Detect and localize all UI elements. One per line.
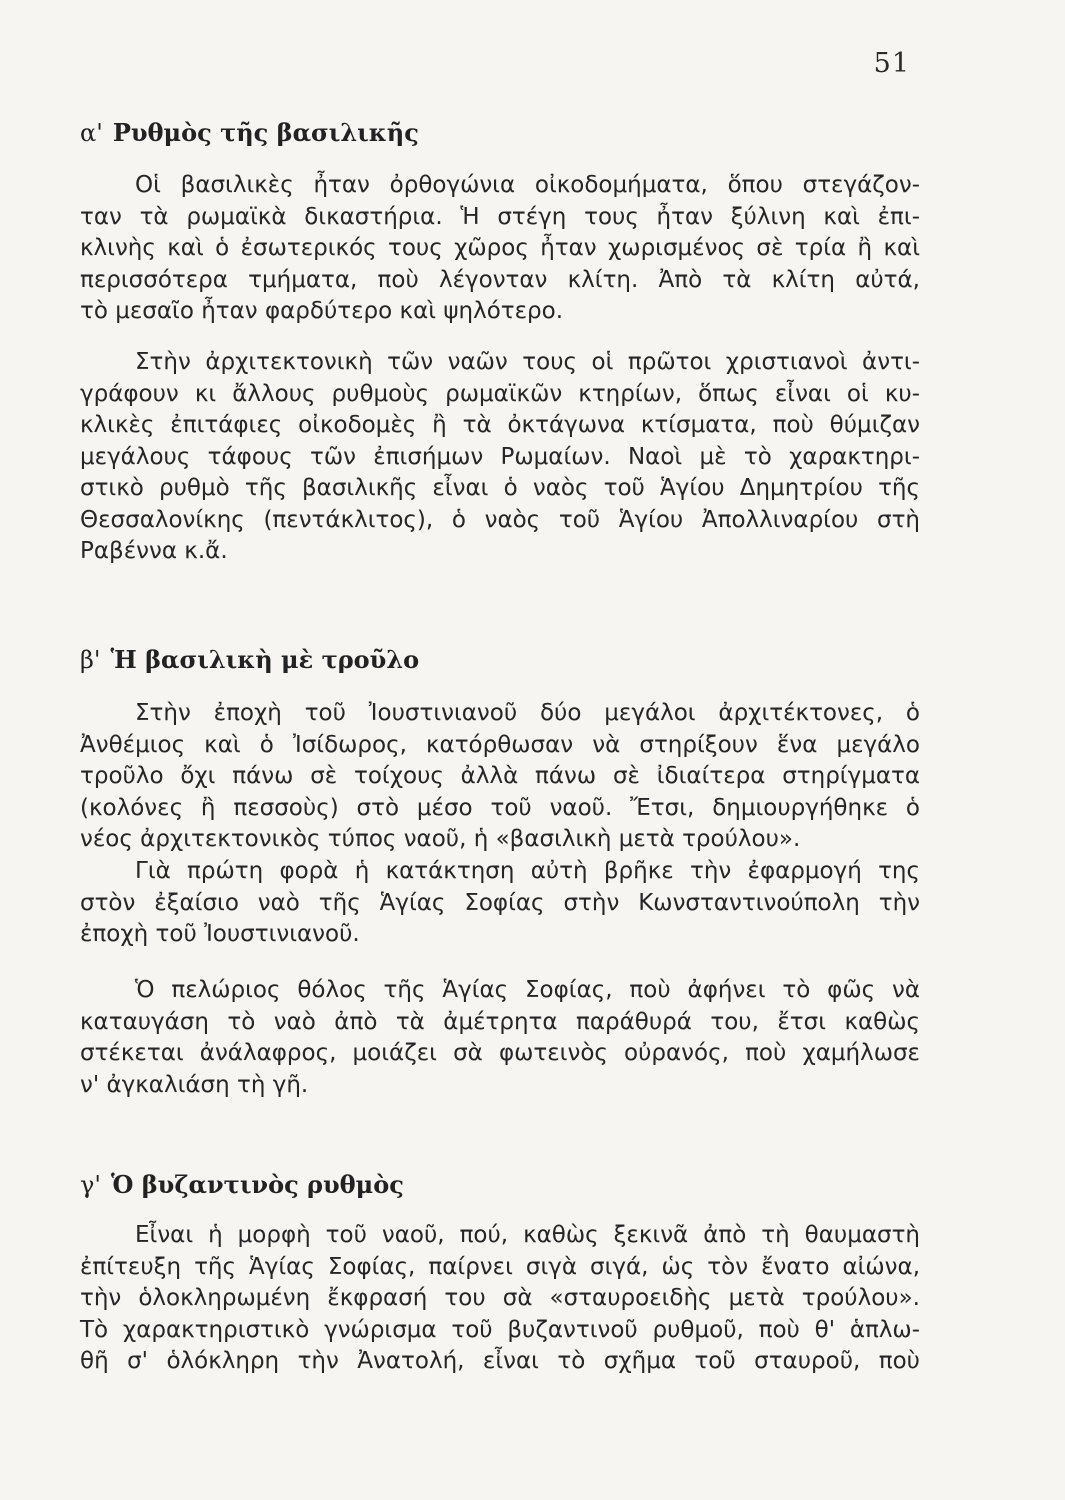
text-line: στικὸ ρυθμὸ τῆς βασιλικῆς εἶναι ὁ ναὸς τοῦ Ἁγίου Δημητρίου τῆς xyxy=(80,475,920,501)
text-line: τροῦλο ὄχι πάνω σὲ τοίχους ἀλλὰ πάνω σὲ ἰδιαίτερα στηρίγματα xyxy=(80,763,920,789)
text-line: Στὴν ἀρχιτεκτονικὴ τῶν ναῶν τους οἱ πρῶτοι χριστιανοὶ ἀντι- xyxy=(135,349,920,375)
section-title: Ρυθμὸς τῆς βασιλικῆς xyxy=(112,118,419,147)
text-line: Γιὰ πρώτη φορὰ ἡ κατάκτηση αὐτὴ βρῆκε τὴν ἐφαρμογή της xyxy=(135,858,920,884)
text-line: Στὴν ἐποχὴ τοῦ Ἰουστινιανοῦ δύο μεγάλοι ἀρχιτέκτονες, ὁ xyxy=(135,700,920,726)
text-line: Εἶναι ἡ μορφὴ τοῦ ναοῦ, πού, καθὼς ξεκινᾶ ἀπὸ τὴ θαυμαστὴ xyxy=(135,1222,920,1248)
section-title: Ἡ βασιλικὴ μὲ τροῦλο xyxy=(110,645,420,674)
text-line: ν' ἀγκαλιάση τὴ γῆ. xyxy=(80,1071,309,1098)
text-line: κλικὲς ἐπιτάφιες οἰκοδομὲς ἢ τὰ ὀκτάγωνα κτίσματα, ποὺ θύμιζαν xyxy=(80,412,920,438)
paragraph xyxy=(80,1220,920,1378)
section-heading-beta xyxy=(80,645,419,674)
text-line: Οἱ βασιλικὲς ἦταν ὀρθογώνια οἰκοδομήματα, ὅπου στεγάζον- xyxy=(135,172,920,198)
page-number: 51 xyxy=(873,48,910,79)
text-line: Ὁ πελώριος θόλος τῆς Ἁγίας Σοφίας, ποὺ ἀφήνει τὸ φῶς νὰ xyxy=(135,977,920,1003)
text-line: ταν τὰ ρωμαϊκὰ δικαστήρια. Ἡ στέγη τους ἦταν ξύλινη καὶ ἐπι- xyxy=(80,203,920,230)
section-marker: α' xyxy=(80,119,103,147)
paragraph xyxy=(80,856,920,951)
section-heading-gamma xyxy=(80,1170,404,1199)
text-line: κλινὴς καὶ ὁ ἐσωτερικός τους χῶρος ἦταν χωρισμένος σὲ τρία ἢ καὶ xyxy=(80,235,920,261)
section-heading-alpha xyxy=(80,118,419,147)
paragraph xyxy=(80,975,920,1101)
section-marker: β' xyxy=(80,646,101,674)
text-line: Ραβέννα κ.ἄ. xyxy=(80,538,228,564)
text-line: καταυγάση τὸ ναὸ ἀπὸ τὰ ἀμέτρητα παράθυρά του, ἔτσι καθὼς xyxy=(80,1008,920,1035)
section-title: Ὁ βυζαντινὸς ρυθμὸς xyxy=(110,1170,404,1199)
text-line: γράφουν κι ἄλλους ρυθμοὺς ρωμαϊκῶν κτηρίων, ὅπως εἶναι οἱ κυ- xyxy=(80,380,920,407)
text-line: Τὸ χαρακτηριστικὸ γνώρισμα τοῦ βυζαντινοῦ ρυθμοῦ, ποὺ θ' ἁπλω- xyxy=(80,1316,920,1343)
text-line: μεγάλους τάφους τῶν ἐπισήμων Ρωμαίων. Ναοὶ μὲ τὸ χαρακτηρι- xyxy=(80,443,920,470)
text-line: Θεσσαλονίκης (πεντάκλιτος), ὁ ναὸς τοῦ Ἁγίου Ἀπολλιναρίου στὴ xyxy=(80,506,920,533)
paragraph xyxy=(80,347,920,568)
text-line: τὸ μεσαῖο ἦταν φαρδύτερο καὶ ψηλότερο. xyxy=(80,298,564,324)
text-line: Ἀνθέμιος καὶ ὁ Ἰσίδωρος, κατόρθωσαν νὰ στηρίξουν ἕνα μεγάλο xyxy=(80,731,920,758)
text-line: θῆ σ' ὁλόκληρη τὴν Ἀνατολή, εἶναι τὸ σχῆμα τοῦ σταυροῦ, ποὺ xyxy=(80,1348,920,1374)
paragraph xyxy=(80,170,920,328)
text-line: στέκεται ἀνάλαφρος, μοιάζει σὰ φωτεινὸς οὐρανός, ποὺ χαμήλωσε xyxy=(80,1040,920,1066)
section-marker: γ' xyxy=(80,1171,101,1199)
text-line: τὴν ὁλοκληρωμένη ἔκφρασή του σὰ «σταυροειδὴς μετὰ τρούλου». xyxy=(80,1285,920,1311)
paragraph xyxy=(80,698,920,856)
text-line: (κολόνες ἢ πεσσοὺς) στὸ μέσο τοῦ ναοῦ. Ἔτσι, δημιουργήθηκε ὁ xyxy=(80,794,920,821)
text-line: νέος ἀρχιτεκτονικὸς τύπος ναοῦ, ἡ «βασιλικὴ μετὰ τρούλου». xyxy=(80,826,801,852)
text-line: περισσότερα τμήματα, ποὺ λέγονταν κλίτη. Ἀπὸ τὰ κλίτη αὐτά, xyxy=(80,266,920,293)
text-line: στὸν ἐξαίσιο ναὸ τῆς Ἁγίας Σοφίας στὴν Κωνσταντινούπολη τὴν xyxy=(80,889,920,916)
text-line: ἐπίτευξη τῆς Ἁγίας Σοφίας, παίρνει σιγὰ σιγά, ὡς τὸν ἔνατο αἰώνα, xyxy=(80,1253,920,1280)
text-line: ἐποχὴ τοῦ Ἰουστινιανοῦ. xyxy=(80,921,360,947)
